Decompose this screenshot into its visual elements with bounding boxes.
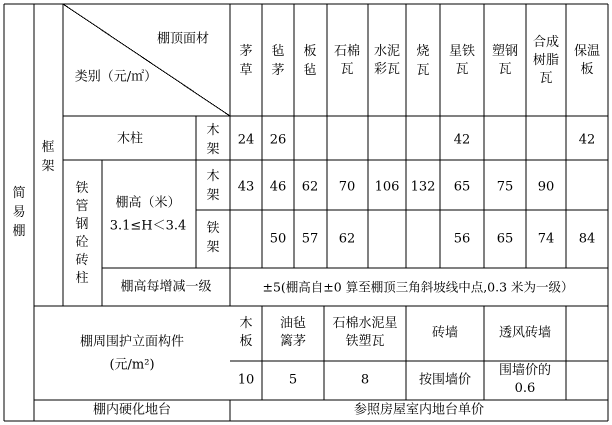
height-range-label: 3.1≤H＜3.4 xyxy=(109,218,187,234)
enclosure-value-3: 按围墙价 xyxy=(418,372,472,388)
enclosure-header-3: 砖墙 xyxy=(431,325,459,341)
category-header-label: 类别（元/㎡） xyxy=(74,69,158,85)
simple-shed-label: 简易棚 xyxy=(12,186,26,239)
material-header-5: 烧瓦 xyxy=(416,44,430,78)
enclosure-value-2: 8 xyxy=(360,372,370,388)
material-header-2: 板毡 xyxy=(303,44,317,78)
value-cell: 65 xyxy=(453,179,471,195)
value-cell: 56 xyxy=(453,231,471,247)
material-header-7: 塑钢瓦 xyxy=(491,44,518,77)
value-cell: 26 xyxy=(269,132,287,148)
enclosure-header-1: 油毡篱茅 xyxy=(279,316,306,349)
material-header-3: 石棉瓦 xyxy=(333,44,360,77)
enclosure-value-0: 10 xyxy=(237,372,255,388)
enclosure-unit: (元/m²) xyxy=(109,357,155,373)
per-level-label: 棚高每增减一级 xyxy=(120,279,212,295)
wood-frame-label-2: 木架 xyxy=(206,169,220,203)
value-cell: 62 xyxy=(301,179,319,195)
value-cell: 65 xyxy=(496,231,514,247)
value-cell: 106 xyxy=(374,179,400,195)
value-cell: 74 xyxy=(537,231,555,247)
value-cell: 42 xyxy=(578,132,596,148)
material-header-label: 棚顶面材 xyxy=(156,31,210,47)
hardening-label: 棚内硬化地台 xyxy=(92,402,172,418)
value-cell: 46 xyxy=(269,179,287,195)
enclosure-value-1: 5 xyxy=(288,372,298,388)
enclosure-label: 棚周围护立面构件 xyxy=(79,334,185,350)
hardening-note: 参照房屋室内地台单价 xyxy=(353,402,485,418)
value-cell: 84 xyxy=(578,231,596,247)
value-cell: 132 xyxy=(410,179,436,195)
frame-label: 框架 xyxy=(41,140,55,174)
material-header-6: 星铁瓦 xyxy=(448,44,475,77)
enclosure-header-4: 透风砖墙 xyxy=(498,325,552,341)
value-cell: 57 xyxy=(301,231,319,247)
iron-frame-label: 铁架 xyxy=(206,221,220,255)
material-header-9: 保温板 xyxy=(573,44,600,77)
material-header-8: 合成树脂瓦 xyxy=(532,35,559,86)
enclosure-value-4: 围墙价的0.6 xyxy=(498,363,551,396)
shed-height-label: 棚高（米） xyxy=(115,195,181,211)
value-cell: 62 xyxy=(338,231,356,247)
value-cell: 24 xyxy=(237,132,255,148)
per-level-note: ±5(棚高自±0 算至棚顶三角斜坡线中点,0.3 米为一级） xyxy=(262,279,574,295)
value-cell: 43 xyxy=(237,179,255,195)
value-cell: 50 xyxy=(269,231,287,247)
material-header-0: 茅草 xyxy=(239,44,253,78)
material-header-1: 毡茅 xyxy=(271,44,285,78)
value-cell: 70 xyxy=(338,179,356,195)
enclosure-header-2: 石棉水泥星铁塑瓦 xyxy=(332,316,398,349)
value-cell: 75 xyxy=(496,179,514,195)
enclosure-header-0: 木板 xyxy=(239,316,253,349)
material-header-4: 水泥彩瓦 xyxy=(373,44,400,77)
steel-column-label: 铁管钢砼砖柱 xyxy=(75,181,89,286)
wood-column-label: 木柱 xyxy=(116,131,144,147)
value-cell: 90 xyxy=(537,179,555,195)
wood-frame-label-1: 木架 xyxy=(206,123,220,157)
value-cell: 42 xyxy=(453,132,471,148)
